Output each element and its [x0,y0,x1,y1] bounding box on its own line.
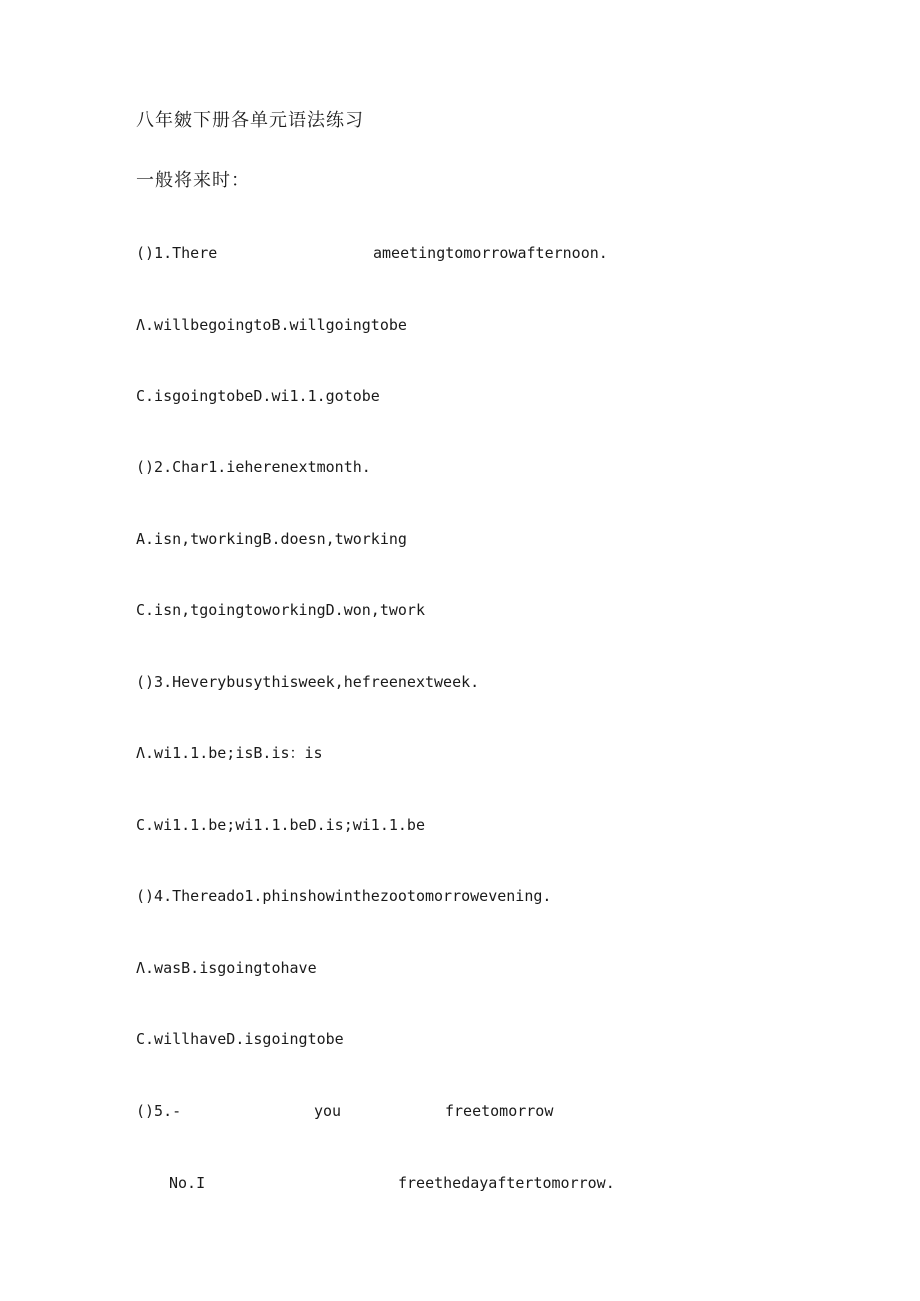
question-4-options-cd: C.willhaveD.isgoingtobe [136,1030,344,1048]
document-title: 八年皴下册各单元语法练习 [136,110,364,131]
section-heading: 一般将来时： [136,170,250,191]
question-5-answer-end: freethedayaftertomorrow. [398,1174,615,1192]
question-4: ()4.Thereado1.phinshowinthezootomorrowevening. [136,887,552,905]
question-5-end: freetomorrow [445,1102,554,1120]
question-1-stem: ()1.There [136,244,218,262]
question-5-middle: you [314,1102,342,1120]
question-5-answer-line [169,1173,629,1193]
question-3-options-cd: C.wi1.1.be;wi1.1.beD.is;wi1.1.be [136,816,425,834]
question-5 [136,1101,576,1121]
question-3-options-ab: Λ.wi1.1.be;isB.is：is [136,744,323,762]
question-4-options-ab: Λ.wasB.isgoingtohave [136,959,317,977]
question-5-answer-start: No.I [169,1174,206,1192]
question-1 [136,243,616,263]
question-2-options-ab: A.isn,tworkingB.doesn,tworking [136,530,407,548]
question-1-options-cd: C.isgoingtobeD.wi1.1.gotobe [136,387,380,405]
question-3: ()3.Heverybusythisweek,hefreenextweek. [136,673,480,691]
question-1-options-ab: Λ.willbegoingtoB.willgoingtobe [136,316,407,334]
question-2: ()2.Char1.ieherenextmonth. [136,458,371,476]
question-1-rest: ameetingtomorrowafternoon. [373,244,608,262]
question-2-options-cd: C.isn,tgoingtoworkingD.won,twork [136,601,425,619]
question-5-stem: ()5.- [136,1102,182,1120]
